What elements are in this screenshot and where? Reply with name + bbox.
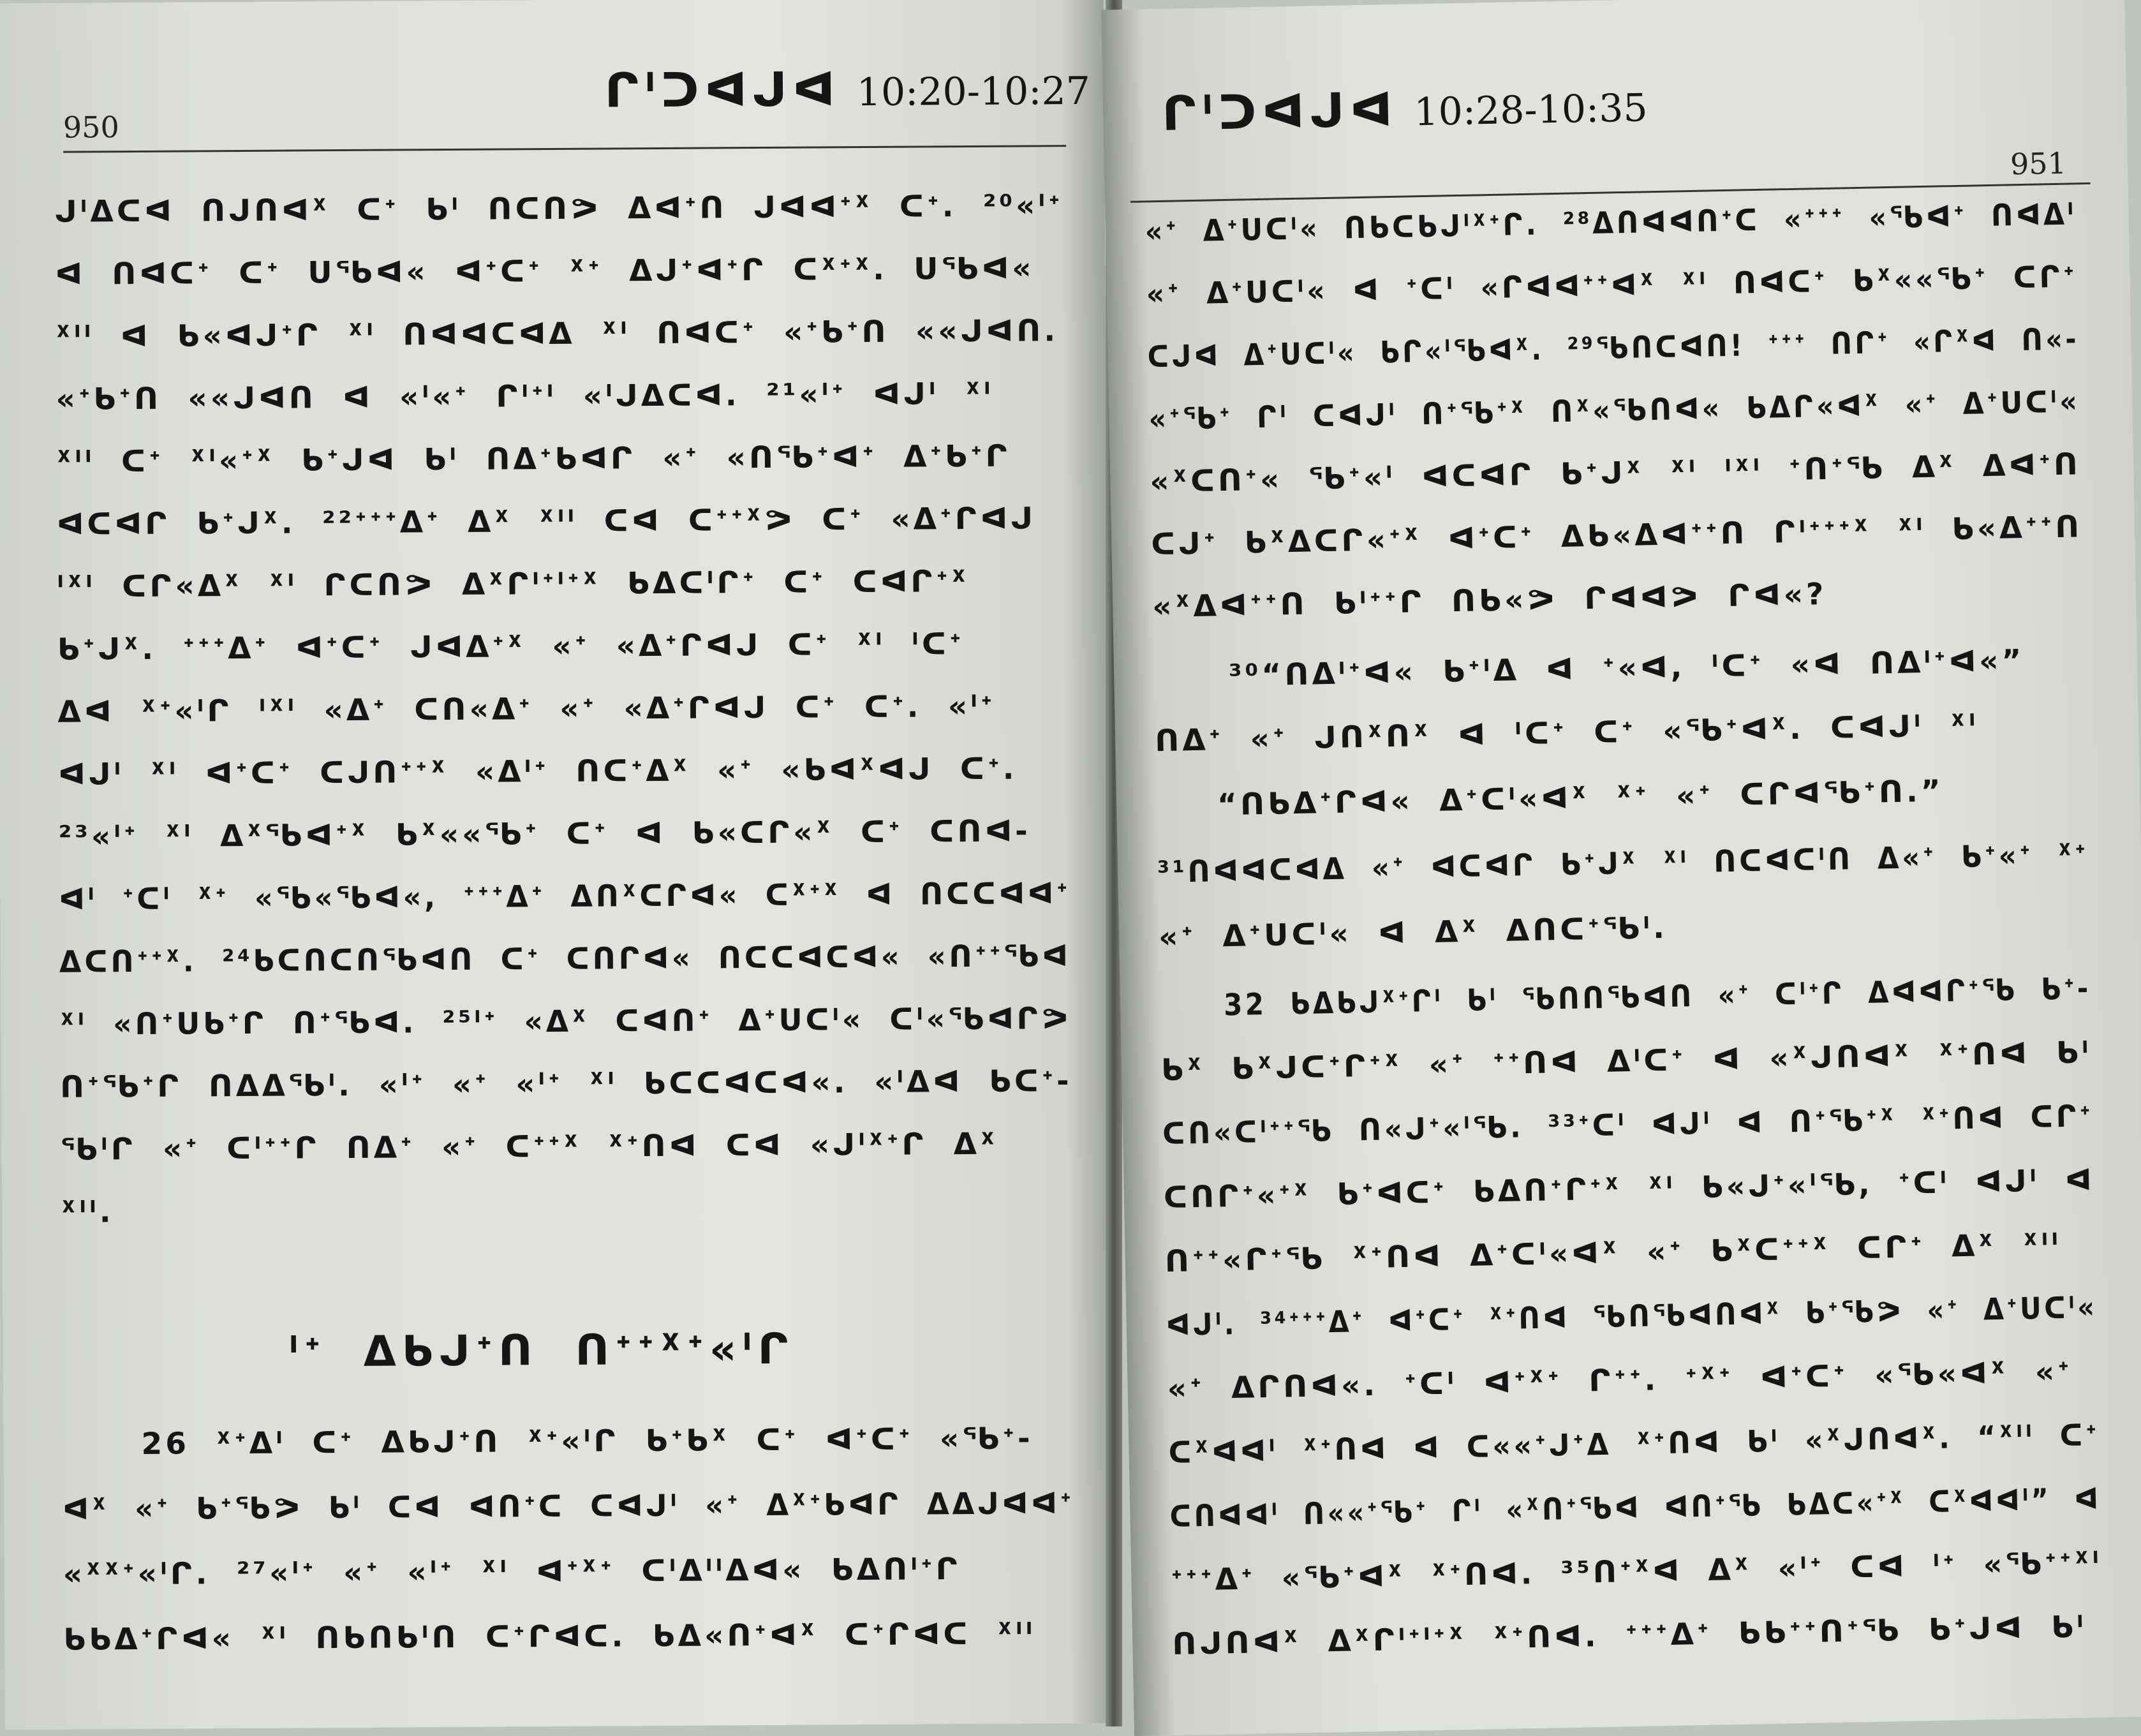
text-line: ᑕᒍᐩ ᑲᕁᐃᑕᒋ«ᐩᕁ ᐊᐩᑕᐩ ᐃᑲ«ᐃᐊᐩᐩᑎ ᒋᑊᐩᐩᐩᕁ ᕁᑊ ᑲ«ᐃᐩᐩᑎ	[1150, 509, 2083, 563]
text-line: «ᐩ ᐃᐩᑌᑕᑊ« ᐊ ᐩᑕᑊ «ᒋᐊᐊᐩᐩᐊᕁ ᕁᑊ ᑎᐊᑕᐩ ᑲᕁ««ᖃᐩ ᑕᒋᐩ	[1146, 259, 2078, 313]
section-heading: ᑊᐩ ᐃᑲᒍᐩᑎ ᑎᐩᐩᕁᐩ«ᑊᒋ	[288, 1324, 795, 1377]
text-line: ᕁᑊᑊ ᑕᐩ ᕁᑊ«ᐩᕁ ᑲᐩᒍᐊ ᑲᑊ ᑎᐃᐩᑲᐊᒋ «ᐩ «ᑎᖃᐩᐊᐩ ᐃᐩᑲᐩᒋ	[56, 438, 1011, 480]
text-line: ᒍᑊᐃᑕᐊ ᑎᒍᑎᐊᕁ ᑕᐩ ᑲᑊ ᑎᑕᑎᕗ ᐃᐊᐩᑎ ᒍᐊᐊᐩᕁ ᑕᐩ. ²⁰«ᑊᐩ	[54, 188, 1063, 230]
chapter-verse-range: 10:20-10:27	[856, 68, 1091, 115]
text-line: ³⁰“ᑎᐃᑊᐩᐊ« ᑲᐩᑊᐃ ᐊ ᐩ«ᐊ, ᑊᑕᐩ «ᐊ ᑎᐃᑊᐩᐊ«”	[1228, 643, 2025, 694]
text-line: 26 ᕁᐩᐃᑊ ᑕᐩ ᐃᑲᒍᐩᑎ ᕁᐩ«ᑊᒋ ᑲᐩᑲᕁ ᑕᐩ ᐊᐩᑕᐩ «ᖃᐩ-	[141, 1421, 1033, 1462]
text-line: ᐃᑕᑎᐩᐩᕁ. ²⁴ᑲᑕᑎᑕᑎᖃᐊᑎ ᑕᐩ ᑕᑎᒋᐊ« ᑎᑕᑕᐊᑕᐊ« «ᑎᐩᐩᖃᐊ	[59, 938, 1071, 980]
text-line: ᖃᑊᒋ «ᐩ ᑕᑊᐩᐩᒋ ᑎᐃᐩ «ᐩ ᑕᐩᐩᕁ ᕁᐩᑎᐊ ᑕᐊ «ᒍᑊᕁᐩᒋ ᐃᕁ	[60, 1126, 999, 1168]
text-line: ᑲᕁ ᑲᕁᒍᑕᐩᒋᐩᕁ «ᐩ ᐩᐩᑎᐊ ᐃᑊᑕᐩ ᐊ «ᕁᒍᑎᐊᕁ ᕁᐩᑎᐊ ᑲᑊ	[1160, 1035, 2093, 1088]
text-line: 32 ᑲᐃᑲᒍᕁᐩᒋᑊ ᑲᑊ ᖃᑎᑎᖃᐊᑎ «ᐩ ᑕᑊᐩᒋ ᐃᐊᐊᒋᐩᖃ ᑲᐩ-	[1223, 971, 2092, 1023]
book-title: ᒋᑊᑐᐊᒍᐊ	[604, 62, 841, 119]
text-line: ᕁᑊᑊ ᐊ ᑲ«ᐊᒍᐩᒋ ᕁᑊ ᑎᐊᐊᑕᐊᐃ ᕁᑊ ᑎᐊᑕᐩ «ᐩᑲᐩᑎ ««ᒍᐊᑎ.	[55, 313, 1059, 355]
text-line: ᑲᐩᒍᕁ. ᐩᐩᐩᐃᐩ ᐊᐩᑕᐩ ᒍᐊᐃᐩᕁ «ᐩ «ᐃᐩᒋᐊᒍ ᑕᐩ ᕁᑊ ᑊᑕᐩ	[57, 627, 965, 667]
chapter-verse-range: 10:28-10:35	[1413, 85, 1648, 135]
page-number: 951	[2010, 145, 2067, 182]
text-line: ᐊᒍᑊ ᕁᑊ ᐊᐩᑕᐩ ᑕᒍᑎᐩᐩᕁ «ᐃᑊᐩ ᑎᑕᐩᐃᕁ «ᐩ «ᑲᐊᕁᐊᒍ ᑕᐩ.	[57, 751, 1018, 792]
text-line: ³¹ᑎᐊᐊᑕᐊᐃ «ᐩ ᐊᑕᐊᒋ ᑲᐩᒍᕁ ᕁᑊ ᑎᑕᐊᑕᑊᑎ ᐃ«ᐩ ᑲᐩ«ᐩ ᕁᐩ	[1157, 837, 2089, 891]
text-line: ᐊᒍᑊ. ³⁴ᐩᐩᐩᐃᐩ ᐊᐩᑕᐩ ᕁᐩᑎᐊ ᖃᑎᖃᐊᑎᐊᕁ ᑲᐩᖃᕗ «ᐩ ᐃᐩᑌᑕᑊ«	[1166, 1290, 2098, 1344]
text-line: ᐊᑕᐊᒋ ᑲᐩᒍᕁ. ²²ᐩᐩᐩᐃᐩ ᐃᕁ ᕁᑊᑊ ᑕᐊ ᑕᐩᐩᕁᕗ ᑕᐩ «ᐃᐩᒋᐊᒍ	[56, 501, 1037, 542]
text-line: ᑕᑎ«ᑕᑊᐩᐩᖃ ᑎ«ᒍᐩ«ᑊᖃ. ³³ᐩᑕᑊ ᐊᒍᑊ ᐊ ᑎᐩᖃᐩᕁ ᕁᐩᑎᐊ ᑕᒋᐩ	[1162, 1099, 2094, 1152]
body-text	[1141, 0, 2141, 1735]
text-line: ᑎᐩᐩ«ᒋᐩᖃ ᕁᐩᑎᐊ ᐃᐩᑕᑊ«ᐊᕁ «ᐩ ᑲᕁᑕᐩᐩᕁ ᑕᒋᐩ ᐃᕁ ᕁᑊᑊ	[1164, 1227, 2062, 1280]
text-line: «ᐩ ᐃᒋᑎᐊ«. ᐩᑕᑊ ᐊᐩᕁᐩ ᒋᐩᐩ. ᐩᕁᐩ ᐊᐩᑕᐩ «ᖃ«ᐊᕁ «ᐩ	[1167, 1354, 2073, 1407]
text-line: ᐊᑊ ᐩᑕᑊ ᕁᐩ «ᖃ«ᖃᐊ«, ᐩᐩᐩᐃᐩ ᐃᑎᕁᑕᒋᐊ« ᑕᕁᐩᕁ ᐊ ᑎᑕᑕᐊᐊᐩ	[59, 876, 1071, 917]
right-page	[1101, 0, 2141, 1736]
text-line: ᑕᕁᐊᐊᑊ ᕁᐩᑎᐊ ᐊ ᑕ««ᐩᒍᐩᐃ ᕁᐩᑎᐊ ᑲᑊ «ᕁᒍᑎᐊᕁ. “ᕁᑊᑊ ᑕᐩ	[1168, 1418, 2100, 1471]
text-line: ᑊᕁᑊ ᑕᒋ«ᐃᕁ ᕁᑊ ᒋᑕᑎᕗ ᐃᕁᒋᑊᐩᑊᐩᕁ ᑲᐃᑕᑊᒋᐩ ᑕᐩ ᑕᐊᒋᐩᕁ	[57, 564, 970, 605]
text-line: «ᐩᖃᐩ ᒋᑊ ᑕᐊᒍᑊ ᑎᐩᖃᐩᕁ ᑎᕁ«ᖃᑎᐊ« ᑲᐃᒋ«ᐊᕁ «ᐩ ᐃᐩᑌᑕᑊ«	[1148, 384, 2080, 438]
text-line: ᕁᑊᑊ.	[61, 1194, 114, 1230]
text-line: ²³«ᑊᐩ ᕁᑊ ᐃᕁᖃᐊᐩᕁ ᑲᕁ««ᖃᐩ ᑕᐩ ᐊ ᑲ«ᑕᒋ«ᕁ ᑕᐩ ᑕᑎᐊ-	[58, 813, 1031, 855]
text-line: ᑕᑎᒋᐩ«ᐩᕁ ᑲᐩᐊᑕᐩ ᑲᐃᑎᐩᒋᐩᕁ ᕁᑊ ᑲ«ᒍᐩ«ᑊᖃ, ᐩᑕᑊ ᐊᒍᑊ ᐊ	[1163, 1162, 2095, 1216]
text-line: «ᐩ ᐃᐩᑌᑕᑊ« ᐊ ᐃᕁ ᐃᑎᑕᐩᖃᑊ.	[1158, 910, 1668, 956]
text-line: ᐃᐊ ᕁᐩ«ᑊᒋ ᑊᕁᑊ «ᐃᐩ ᑕᑎ«ᐃᐩ «ᐩ «ᐃᐩᒋᐊᒍ ᑕᐩ ᑕᐩ. «ᑊᐩ	[57, 688, 996, 730]
text-line: ᑕᑎᐊᐊᑊ ᑎ««ᐩᖃᐩ ᒋᑊ «ᕁᑎᐩᖃᐊ ᐊᑎᐩᖃ ᑲᐃᑕ«ᐩᕁ ᑕᕁᐊᐊᑊ” ᐊ	[1169, 1481, 2101, 1535]
text-line: ᑕᒍᐊ ᐃᐩᑌᑕᑊ« ᑲᒋ«ᑊᖃᐊᕁ. ²⁹ᖃᑎᑕᐊᑎ! ᐩᐩᐩ ᑎᒋᐩ «ᒋᕁᐊ ᑎ«-	[1147, 322, 2080, 375]
text-line: “ᑎᑲᐃᐩᒋᐊ« ᐃᐩᑕᑊ«ᐊᕁ ᕁᐩ «ᐩ ᑕᒋᐊᖃᐩᑎ.”	[1217, 773, 1945, 823]
text-line: «ᕁᕁᐩ«ᑊᒋ. ²⁷«ᑊᐩ «ᐩ «ᑊᐩ ᕁᑊ ᐊᐩᕁᐩ ᑕᑊᐃᑊᑊᐃᐊ« ᑲᐃᑎᑊᐩᒋ	[63, 1552, 961, 1592]
text-line: «ᕁᑕᑎᐩ« ᖃᐩ«ᑊ ᐊᑕᐊᒋ ᑲᐩᒍᕁ ᕁᑊ ᑊᕁᑊ ᐩᑎᐩᖃ ᐃᕁ ᐃᐊᐩᑎ	[1149, 447, 2082, 500]
text-line: «ᐩ ᐃᐩᑌᑕᑊ« ᑎᑲᑕᑲᒍᑊᕁᐩᒋ. ²⁸ᐃᑎᐊᐊᑎᐩᑕ «ᐩᐩᐩ «ᖃᐊᐩ ᑎᐊᐃᑊ	[1145, 197, 2077, 250]
body-text-continued	[54, 0, 1085, 1730]
text-line: ᑎᐃᐩ «ᐩ ᒍᑎᕁᑎᕁ ᐊ ᑊᑕᐩ ᑕᐩ «ᖃᐩᐊᕁ. ᑕᐊᒍᑊ ᕁᑊ	[1154, 708, 1980, 759]
text-line: ᑲᑲᐃᐩᒋᐊ« ᕁᑊ ᑎᑲᑎᑲᑊᑎ ᑕᐩᒋᐊᑕ. ᑲᐃ«ᑎᐩᐊᕁ ᑕᐩᒋᐊᑕ ᕁᑊᑊ	[63, 1616, 1036, 1658]
page-number: 950	[63, 110, 119, 145]
text-line: ᑎᐩᖃᐩᒋ ᑎᐃᐃᖃᑊ. «ᑊᐩ «ᐩ «ᑊᐩ ᕁᑊ ᑲᑕᑕᐊᑕᐊ«. «ᑊᐃᐊ ᑲᑕᐩ-	[59, 1064, 1072, 1105]
book-title: ᒋᑊᑐᐊᒍᐊ	[1161, 82, 1398, 142]
text-line: ᐩᐩᐩᐃᐩ «ᖃᐩᐊᕁ ᕁᐩᑎᐊ. ³⁵ᑎᐩᕁᐊ ᐃᕁ «ᑊᐩ ᑕᐊ ᑊᐩ «ᖃᐩᐩᕁᑊ	[1170, 1545, 2103, 1598]
text-line: «ᐩᑲᐩᑎ ««ᒍᐊᑎ ᐊ «ᑊ«ᐩ ᒋᑊᐩᑊ «ᑊᒍᐃᑕᐊ. ²¹«ᑊᐩ ᐊᒍᑊ ᕁᑊ	[56, 376, 994, 417]
text-line: ᕁᑊ «ᑎᐩᑌᑲᐩᒋ ᑎᐩᖃᐊ. ²⁵ᑊᐩ «ᐃᕁ ᑕᐊᑎᐩ ᐃᐩᑌᑕᑊ« ᑕᑊ«ᖃᐊᒋᕗ	[59, 1001, 1072, 1042]
text-line: ᑎᒍᑎᐊᕁ ᐃᕁᒋᑊᐩᑊᐩᕁ ᕁᐩᑎᐊ. ᐩᐩᐩᐃᐩ ᑲᑲᐩᐩᑎᐩᖃ ᑲᐩᒍᐊ ᑲᑊ	[1171, 1609, 2087, 1662]
text-line: «ᕁᐃᐊᐩᐩᑎ ᑲᑊᐩᐩᒋ ᑎᑲ«ᕗ ᒋᐊᐊᕗ ᒋᐊ«?	[1152, 576, 1827, 625]
text-line: ᐊᕁ «ᐩ ᑲᐩᖃᕗ ᑲᑊ ᑕᐊ ᐊᑎᐩᑕ ᑕᐊᒍᑊ «ᐩ ᐃᕁᐩᑲᐊᒋ ᐃᐃᒍᐊᐊᐩ	[63, 1486, 1075, 1527]
text-line: ᐊ ᑎᐊᑕᐩ ᑕᐩ ᑌᖃᐊ« ᐊᐩᑕᐩ ᕁᐩ ᐃᒍᐩᐊᐩᒋ ᑕᕁᐩᕁ. ᑌᖃᐊ«	[55, 251, 1035, 292]
